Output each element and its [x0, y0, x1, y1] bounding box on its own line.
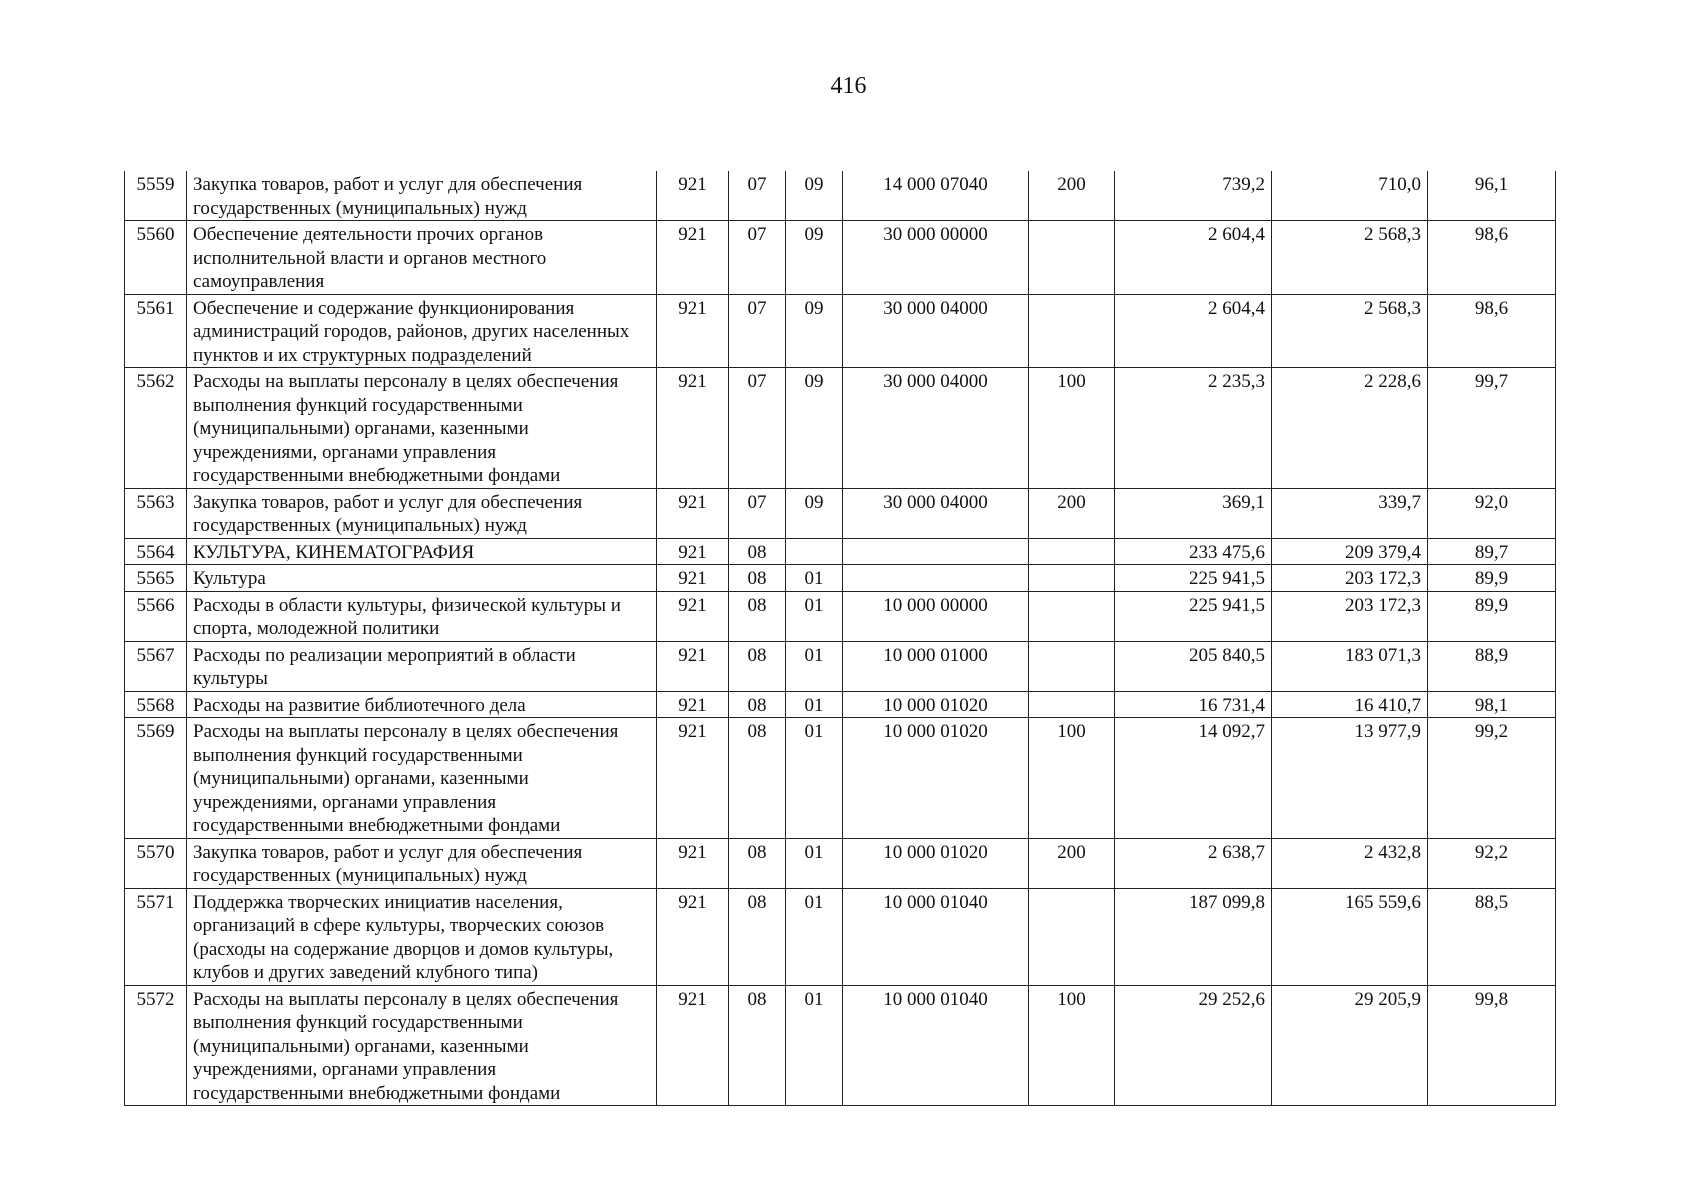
row-number-cell: 5569 [125, 718, 187, 839]
department-code-cell: 921 [657, 488, 729, 538]
item-name-cell: Закупка товаров, работ и услуг для обеспечения государственных (муниципальных) нужд [187, 488, 657, 538]
row-number-cell: 5564 [125, 538, 187, 565]
subsection-code-cell: 09 [786, 368, 843, 489]
table-body [125, 171, 1556, 1106]
department-code-cell: 921 [657, 171, 729, 221]
execution-percent-cell: 88,9 [1428, 641, 1556, 691]
table-row [125, 985, 1556, 1106]
item-name-cell: Расходы на выплаты персоналу в целях обеспечения выполнения функций государственными (муниципальными) органами, казенными учреждениями, органами управления государственными внебюджетными фондами [187, 718, 657, 839]
department-code-cell: 921 [657, 565, 729, 592]
subsection-code-cell: 01 [786, 838, 843, 888]
subsection-code-cell: 01 [786, 985, 843, 1106]
expense-type-code-cell: 100 [1029, 718, 1115, 839]
subsection-code-cell: 09 [786, 488, 843, 538]
actual-amount-cell: 16 410,7 [1272, 691, 1428, 718]
department-code-cell: 921 [657, 718, 729, 839]
row-number-cell: 5560 [125, 221, 187, 295]
actual-amount-cell: 183 071,3 [1272, 641, 1428, 691]
actual-amount-cell: 203 172,3 [1272, 565, 1428, 592]
execution-percent-cell: 92,2 [1428, 838, 1556, 888]
planned-amount-cell: 739,2 [1115, 171, 1272, 221]
actual-amount-cell: 710,0 [1272, 171, 1428, 221]
expense-type-code-cell [1029, 565, 1115, 592]
subsection-code-cell: 01 [786, 691, 843, 718]
subsection-code-cell: 01 [786, 591, 843, 641]
planned-amount-cell: 233 475,6 [1115, 538, 1272, 565]
department-code-cell: 921 [657, 838, 729, 888]
subsection-code-cell: 09 [786, 294, 843, 368]
execution-percent-cell: 99,8 [1428, 985, 1556, 1106]
section-code-cell: 08 [729, 565, 786, 592]
execution-percent-cell: 96,1 [1428, 171, 1556, 221]
row-number-cell: 5559 [125, 171, 187, 221]
planned-amount-cell: 2 604,4 [1115, 294, 1272, 368]
actual-amount-cell: 13 977,9 [1272, 718, 1428, 839]
table-row [125, 641, 1556, 691]
execution-percent-cell: 98,6 [1428, 221, 1556, 295]
item-name-cell: Расходы в области культуры, физической культуры и спорта, молодежной политики [187, 591, 657, 641]
department-code-cell: 921 [657, 221, 729, 295]
item-name-cell: Закупка товаров, работ и услуг для обеспечения государственных (муниципальных) нужд [187, 171, 657, 221]
item-name-cell: Расходы по реализации мероприятий в области культуры [187, 641, 657, 691]
expense-type-code-cell [1029, 641, 1115, 691]
execution-percent-cell: 98,6 [1428, 294, 1556, 368]
table-row [125, 565, 1556, 592]
planned-amount-cell: 14 092,7 [1115, 718, 1272, 839]
execution-percent-cell: 92,0 [1428, 488, 1556, 538]
row-number-cell: 5562 [125, 368, 187, 489]
subsection-code-cell: 01 [786, 718, 843, 839]
expense-type-code-cell [1029, 294, 1115, 368]
target-item-code-cell: 30 000 04000 [843, 488, 1029, 538]
department-code-cell: 921 [657, 985, 729, 1106]
item-name-cell: Расходы на развитие библиотечного дела [187, 691, 657, 718]
planned-amount-cell: 29 252,6 [1115, 985, 1272, 1106]
table-row [125, 591, 1556, 641]
item-name-cell: КУЛЬТУРА, КИНЕМАТОГРАФИЯ [187, 538, 657, 565]
target-item-code-cell: 10 000 01000 [843, 641, 1029, 691]
actual-amount-cell: 2 432,8 [1272, 838, 1428, 888]
execution-percent-cell: 99,2 [1428, 718, 1556, 839]
expense-type-code-cell [1029, 221, 1115, 295]
expense-type-code-cell: 100 [1029, 368, 1115, 489]
table-row [125, 538, 1556, 565]
planned-amount-cell: 225 941,5 [1115, 591, 1272, 641]
expense-type-code-cell: 200 [1029, 838, 1115, 888]
actual-amount-cell: 165 559,6 [1272, 888, 1428, 985]
actual-amount-cell: 209 379,4 [1272, 538, 1428, 565]
execution-percent-cell: 89,7 [1428, 538, 1556, 565]
row-number-cell: 5572 [125, 985, 187, 1106]
section-code-cell: 08 [729, 641, 786, 691]
actual-amount-cell: 29 205,9 [1272, 985, 1428, 1106]
row-number-cell: 5566 [125, 591, 187, 641]
target-item-code-cell: 10 000 01020 [843, 691, 1029, 718]
row-number-cell: 5568 [125, 691, 187, 718]
target-item-code-cell: 30 000 04000 [843, 368, 1029, 489]
subsection-code-cell: 01 [786, 565, 843, 592]
execution-percent-cell: 89,9 [1428, 591, 1556, 641]
section-code-cell: 08 [729, 591, 786, 641]
section-code-cell: 08 [729, 538, 786, 565]
target-item-code-cell: 10 000 01040 [843, 985, 1029, 1106]
target-item-code-cell: 10 000 00000 [843, 591, 1029, 641]
planned-amount-cell: 16 731,4 [1115, 691, 1272, 718]
expense-type-code-cell [1029, 888, 1115, 985]
execution-percent-cell: 99,7 [1428, 368, 1556, 489]
target-item-code-cell: 10 000 01020 [843, 838, 1029, 888]
table-row [125, 691, 1556, 718]
target-item-code-cell: 10 000 01020 [843, 718, 1029, 839]
target-item-code-cell [843, 538, 1029, 565]
row-number-cell: 5570 [125, 838, 187, 888]
budget-table [124, 171, 1556, 1106]
planned-amount-cell: 2 604,4 [1115, 221, 1272, 295]
subsection-code-cell: 01 [786, 888, 843, 985]
item-name-cell: Поддержка творческих инициатив населения, организаций в сфере культуры, творческих союзов (расходы на содержание дворцов и домов культуры, клубов и других заведений клубного типа) [187, 888, 657, 985]
planned-amount-cell: 369,1 [1115, 488, 1272, 538]
target-item-code-cell: 30 000 00000 [843, 221, 1029, 295]
item-name-cell: Расходы на выплаты персоналу в целях обеспечения выполнения функций государственными (муниципальными) органами, казенными учреждениями, органами управления государственными внебюджетными фондами [187, 985, 657, 1106]
target-item-code-cell [843, 565, 1029, 592]
subsection-code-cell: 09 [786, 221, 843, 295]
actual-amount-cell: 203 172,3 [1272, 591, 1428, 641]
table-row [125, 718, 1556, 839]
section-code-cell: 07 [729, 294, 786, 368]
subsection-code-cell [786, 538, 843, 565]
table-row [125, 221, 1556, 295]
section-code-cell: 07 [729, 488, 786, 538]
expense-type-code-cell [1029, 538, 1115, 565]
execution-percent-cell: 89,9 [1428, 565, 1556, 592]
target-item-code-cell: 14 000 07040 [843, 171, 1029, 221]
department-code-cell: 921 [657, 294, 729, 368]
table-row [125, 171, 1556, 221]
expense-type-code-cell: 200 [1029, 171, 1115, 221]
table-row [125, 888, 1556, 985]
item-name-cell: Расходы на выплаты персоналу в целях обеспечения выполнения функций государственными (муниципальными) органами, казенными учреждениями, органами управления государственными внебюджетными фондами [187, 368, 657, 489]
item-name-cell: Культура [187, 565, 657, 592]
actual-amount-cell: 2 568,3 [1272, 221, 1428, 295]
department-code-cell: 921 [657, 641, 729, 691]
table-row [125, 488, 1556, 538]
table-row [125, 838, 1556, 888]
section-code-cell: 08 [729, 838, 786, 888]
section-code-cell: 08 [729, 691, 786, 718]
section-code-cell: 07 [729, 368, 786, 489]
row-number-cell: 5565 [125, 565, 187, 592]
department-code-cell: 921 [657, 691, 729, 718]
planned-amount-cell: 187 099,8 [1115, 888, 1272, 985]
subsection-code-cell: 01 [786, 641, 843, 691]
section-code-cell: 08 [729, 888, 786, 985]
execution-percent-cell: 88,5 [1428, 888, 1556, 985]
expense-type-code-cell: 200 [1029, 488, 1115, 538]
item-name-cell: Обеспечение деятельности прочих органов исполнительной власти и органов местного самоуправления [187, 221, 657, 295]
row-number-cell: 5567 [125, 641, 187, 691]
department-code-cell: 921 [657, 538, 729, 565]
subsection-code-cell: 09 [786, 171, 843, 221]
planned-amount-cell: 2 235,3 [1115, 368, 1272, 489]
planned-amount-cell: 225 941,5 [1115, 565, 1272, 592]
row-number-cell: 5571 [125, 888, 187, 985]
department-code-cell: 921 [657, 368, 729, 489]
department-code-cell: 921 [657, 591, 729, 641]
actual-amount-cell: 2 568,3 [1272, 294, 1428, 368]
expense-type-code-cell [1029, 691, 1115, 718]
section-code-cell: 07 [729, 221, 786, 295]
department-code-cell: 921 [657, 888, 729, 985]
item-name-cell: Закупка товаров, работ и услуг для обеспечения государственных (муниципальных) нужд [187, 838, 657, 888]
row-number-cell: 5561 [125, 294, 187, 368]
section-code-cell: 07 [729, 171, 786, 221]
actual-amount-cell: 2 228,6 [1272, 368, 1428, 489]
actual-amount-cell: 339,7 [1272, 488, 1428, 538]
row-number-cell: 5563 [125, 488, 187, 538]
target-item-code-cell: 30 000 04000 [843, 294, 1029, 368]
table-row [125, 368, 1556, 489]
section-code-cell: 08 [729, 985, 786, 1106]
planned-amount-cell: 205 840,5 [1115, 641, 1272, 691]
expense-type-code-cell [1029, 591, 1115, 641]
item-name-cell: Обеспечение и содержание функционирования администраций городов, районов, других населенных пунктов и их структурных подразделений [187, 294, 657, 368]
target-item-code-cell: 10 000 01040 [843, 888, 1029, 985]
page-number: 416 [830, 73, 867, 99]
table-row [125, 294, 1556, 368]
expense-type-code-cell: 100 [1029, 985, 1115, 1106]
planned-amount-cell: 2 638,7 [1115, 838, 1272, 888]
section-code-cell: 08 [729, 718, 786, 839]
execution-percent-cell: 98,1 [1428, 691, 1556, 718]
